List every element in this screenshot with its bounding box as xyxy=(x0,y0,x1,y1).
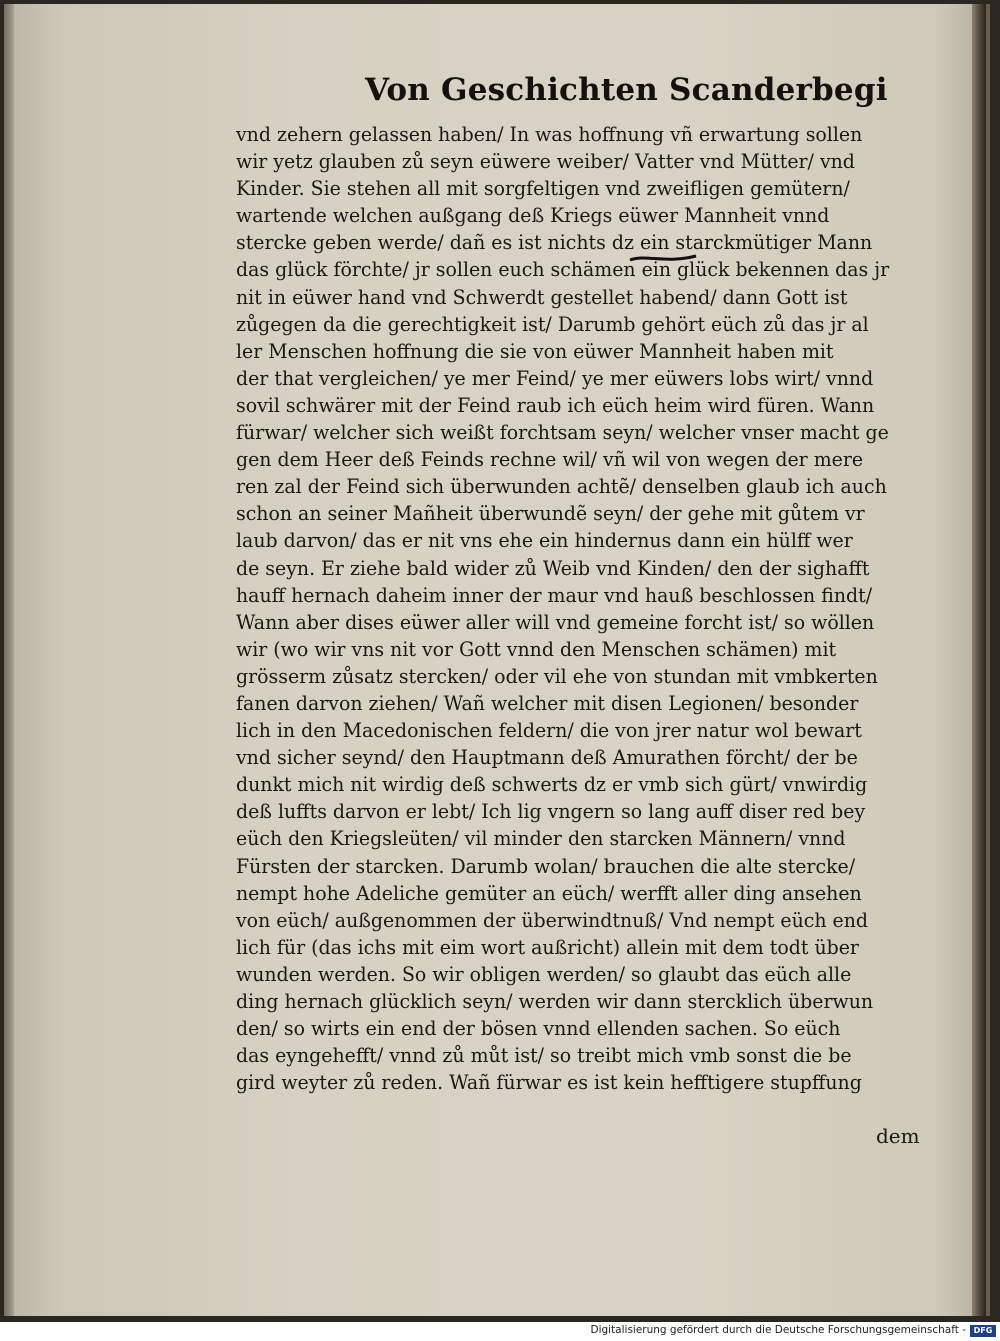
text-line: nit in eüwer hand vnd Schwerdt gestellet habend/ dann Gott ist xyxy=(236,285,848,309)
text-line: laub darvon/ das er nit vns ehe ein hindernus dann ein hülff wer xyxy=(236,529,853,553)
text-line: vnd zehern gelassen haben/ In was hoffnung vñ erwartung sollen xyxy=(236,123,863,146)
text-line: den/ so wirts ein end der bösen vnnd ellenden sachen. So eüch xyxy=(236,1017,841,1041)
text-line: stercke geben werde/ dañ es ist nichts dz ein starckmütiger Mann xyxy=(236,231,873,255)
text-line: gird weyter zů reden. Wañ fürwar es ist kein hefftigere stupffung xyxy=(236,1071,862,1095)
text-line: vnd sicher seynd/ den Hauptmann deß Amurathen förcht/ der be xyxy=(236,746,858,770)
text-line: das glück förchte/ jr sollen euch schämen ein glück bekennen das jr xyxy=(236,258,890,282)
text-line: deß luffts darvon er lebt/ Ich lig vngern so lang auff diser red bey xyxy=(236,800,866,824)
running-title: Von Geschichten Scanderbegi xyxy=(365,72,888,108)
dfg-logo: DFG xyxy=(970,1325,996,1337)
text-line: wir yetz glauben zů seyn eüwere weiber/ Vatter vnd Mütter/ vnd xyxy=(236,150,855,174)
text-line: hauff hernach daheim inner der maur vnd hauß beschlossen findt/ xyxy=(236,583,873,607)
text-line: ren zal der Feind sich überwunden achtẽ/ denselben glaub ich auch xyxy=(236,475,887,499)
text-line: wunden werden. So wir obligen werden/ so glaubt das eüch alle xyxy=(236,962,852,986)
text-line: dunkt mich nit wirdig deß schwerts dz er vmb sich gürt/ vnwirdig xyxy=(236,773,868,797)
text-line: ler Menschen hoffnung die sie von eüwer Mannheit haben mit xyxy=(236,339,834,363)
page-gutter xyxy=(4,4,14,1316)
text-line: grösserm zůsatz stercken/ oder vil ehe von stundan mit vmbkerten xyxy=(236,664,878,688)
digitization-footer xyxy=(0,1322,1000,1341)
text-line: ding hernach glücklich seyn/ werden wir dann stercklich überwun xyxy=(236,990,874,1013)
text-line: schon an seiner Mañheit überwundẽ seyn/ der gehe mit gůtem vr xyxy=(236,502,865,526)
text-line: Wann aber dises eüwer aller will vnd gemeine forcht ist/ so wöllen xyxy=(236,610,875,634)
text-line: de seyn. Er ziehe bald wider zů Weib vnd Kinden/ den der sighafft xyxy=(236,556,870,580)
text-line: zůgegen da die gerechtigkeit ist/ Darumb gehört eüch zů das jr al xyxy=(236,312,869,336)
text-line: Kinder. Sie stehen all mit sorgfeltigen vnd zweifligen gemütern/ xyxy=(236,177,850,201)
text-line: fürwar/ welcher sich weißt forchtsam seyn/ welcher vnser macht ge xyxy=(236,421,889,445)
text-line: sovil schwärer mit der Feind raub ich eüch heim wird füren. Wann xyxy=(236,393,875,417)
body-text xyxy=(236,121,936,1096)
text-line: eüch den Kriegsleüten/ vil minder den starcken Männern/ vnnd xyxy=(236,827,846,851)
text-line: fanen darvon ziehen/ Wañ welcher mit disen Legionen/ besonder xyxy=(236,691,859,715)
text-line: wir (wo wir vns nit vor Gott vnnd den Menschen schämen) mit xyxy=(236,637,837,661)
ink-underline-mark xyxy=(628,248,698,266)
text-line: lich für (das ichs mit eim wort außricht) allein mit dem todt über xyxy=(236,935,859,959)
page-edge xyxy=(972,4,986,1316)
catchword: dem xyxy=(876,1124,920,1148)
text-line: lich in den Macedonischen feldern/ die von jrer natur wol bewart xyxy=(236,719,862,743)
text-line: das eyngehefft/ vnnd zů můt ist/ so treibt mich vmb sonst die be xyxy=(236,1044,852,1068)
text-line: nempt hohe Adeliche gemüter an eüch/ werfft aller ding ansehen xyxy=(236,881,862,905)
funding-note: Digitalisierung gefördert durch die Deutsche Forschungsgemeinschaft - xyxy=(590,1324,966,1336)
text-line: der that vergleichen/ ye mer Feind/ ye mer eüwers lobs wirt/ vnnd xyxy=(236,366,874,390)
text-line: wartende welchen außgang deß Kriegs eüwer Mannheit vnnd xyxy=(236,204,830,228)
text-line: von eüch/ außgenommen der überwindtnuß/ Vnd nempt eüch end xyxy=(236,908,869,932)
text-line: gen dem Heer deß Feinds rechne wil/ vñ wil von wegen der mere xyxy=(236,448,864,472)
text-line: Fürsten der starcken. Darumb wolan/ brauchen die alte stercke/ xyxy=(236,854,856,878)
